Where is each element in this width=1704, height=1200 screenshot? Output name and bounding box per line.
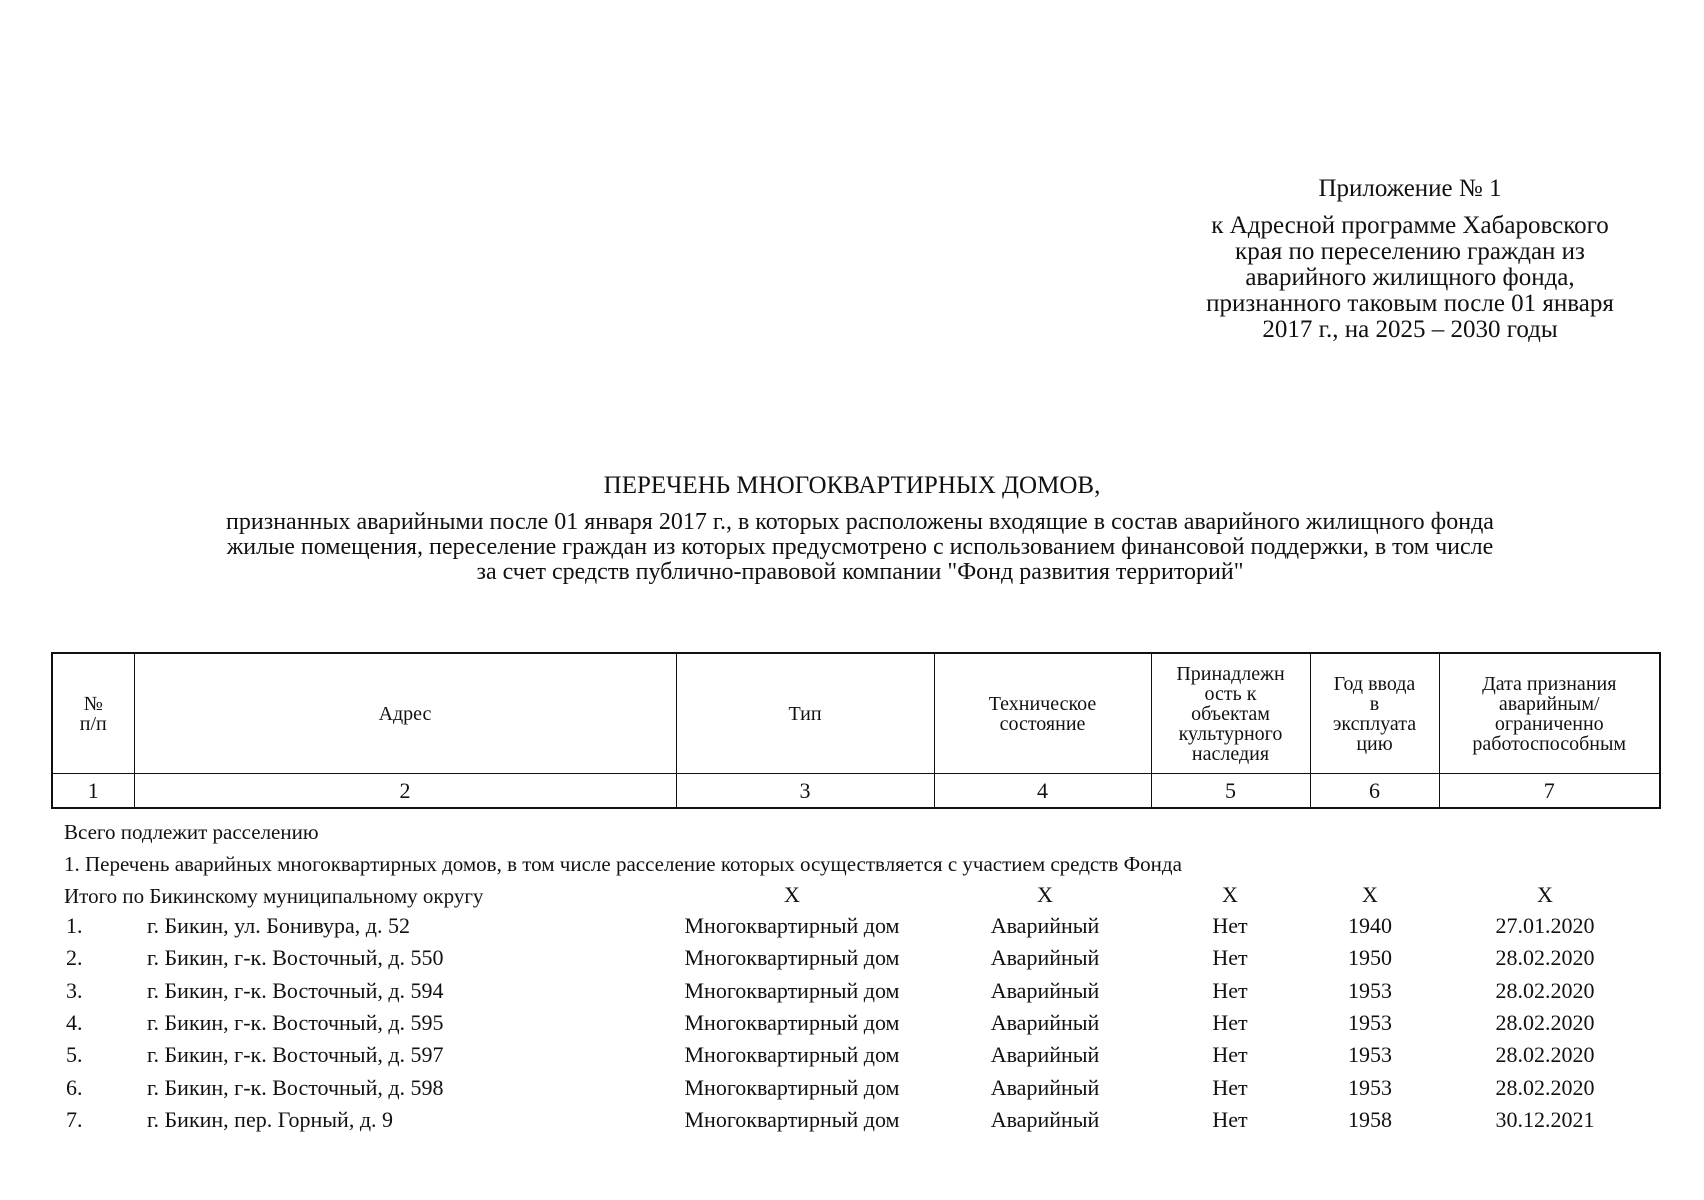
row-date: 28.02.2020: [1495, 1042, 1595, 1067]
row-type: Многоквартирный дом: [684, 1010, 900, 1035]
row-address: г. Бикин, пер. Горный, д. 9: [147, 1107, 394, 1132]
row-address: г. Бикин, ул. Бонивура, д. 52: [147, 913, 410, 938]
row-date: 30.12.2021: [1495, 1107, 1595, 1132]
column-number: 5: [1151, 774, 1310, 809]
row-tech-state: Аварийный: [990, 1107, 1100, 1132]
row-date: 28.02.2020: [1495, 978, 1595, 1003]
header-text: Год ввода: [1333, 672, 1416, 695]
subtotal-mark: X: [1537, 882, 1553, 907]
row-tech-state: Аварийный: [990, 1042, 1100, 1067]
appendix-line: края по переселению граждан из: [1235, 238, 1585, 265]
header-text: Дата признания: [1482, 672, 1617, 695]
row-type: Многоквартирный дом: [684, 1107, 900, 1132]
subtotal-mark: X: [784, 882, 800, 907]
row-address: г. Бикин, г-к. Восточный, д. 597: [147, 1042, 444, 1067]
row-type: Многоквартирный дом: [684, 913, 900, 938]
row-date: 28.02.2020: [1495, 945, 1595, 970]
row-address: г. Бикин, г-к. Восточный, д. 550: [147, 945, 444, 970]
header-text: объектам: [1191, 702, 1270, 725]
column-number: 1: [52, 774, 134, 809]
row-year: 1940: [1348, 913, 1392, 938]
row-heritage: Нет: [1212, 978, 1248, 1003]
row-number: 2.: [66, 945, 83, 970]
row-type: Многоквартирный дом: [684, 945, 900, 970]
document-title: ПЕРЕЧЕНЬ МНОГОКВАРТИРНЫХ ДОМОВ,: [603, 472, 1101, 499]
total-label: Всего подлежит расселению: [64, 820, 319, 844]
row-date: 27.01.2020: [1495, 913, 1595, 938]
row-heritage: Нет: [1212, 1107, 1248, 1132]
header-text: состояние: [999, 712, 1086, 735]
appendix-title: Приложение № 1: [1318, 175, 1502, 202]
subtotal-mark: X: [1037, 882, 1053, 907]
header-text: Адрес: [378, 702, 432, 725]
row-tech-state: Аварийный: [990, 945, 1100, 970]
row-year: 1953: [1348, 978, 1392, 1003]
row-heritage: Нет: [1212, 913, 1248, 938]
column-number: 4: [934, 774, 1151, 809]
row-heritage: Нет: [1212, 1010, 1248, 1035]
header-text: Принадлежн: [1176, 662, 1285, 685]
row-year: 1953: [1348, 1042, 1392, 1067]
column-number: 3: [676, 774, 934, 809]
subtotal-label: Итого по Бикинскому муниципальному округу: [64, 884, 484, 908]
row-number: 1.: [66, 913, 83, 938]
row-address: г. Бикин, г-к. Восточный, д. 595: [147, 1010, 444, 1035]
row-number: 4.: [66, 1010, 83, 1035]
row-type: Многоквартирный дом: [684, 1042, 900, 1067]
appendix-line: к Адресной программе Хабаровского: [1211, 212, 1609, 239]
subtotal-mark: X: [1362, 882, 1378, 907]
row-number: 5.: [66, 1042, 83, 1067]
section-label: 1. Перечень аварийных многоквартирных домов, в том числе расселение которых осуществляется с участием средств Фонда: [64, 852, 1182, 876]
header-text: №: [83, 692, 103, 715]
header-text: культурного: [1178, 722, 1283, 745]
header-text: ограниченно: [1494, 712, 1604, 735]
row-year: 1958: [1348, 1107, 1392, 1132]
row-year: 1953: [1348, 1010, 1392, 1035]
row-tech-state: Аварийный: [990, 913, 1100, 938]
row-number: 3.: [66, 978, 83, 1003]
appendix-line: аварийного жилищного фонда,: [1245, 264, 1575, 291]
row-number: 6.: [66, 1075, 83, 1100]
header-text: аварийным/: [1498, 692, 1600, 715]
header-text: ость к: [1204, 682, 1257, 705]
subtitle-line: за счет средств публично-правовой компании "Фонд развития территорий": [476, 559, 1244, 585]
row-tech-state: Аварийный: [990, 1075, 1100, 1100]
header-text: Тип: [788, 702, 822, 725]
row-date: 28.02.2020: [1495, 1075, 1595, 1100]
subtitle-line: жилые помещения, переселение граждан из которых предусмотрено с использованием финансовой поддержки, в том числе: [226, 534, 1494, 560]
row-address: г. Бикин, г-к. Восточный, д. 598: [147, 1075, 444, 1100]
row-date: 28.02.2020: [1495, 1010, 1595, 1035]
row-type: Многоквартирный дом: [684, 978, 900, 1003]
header-text: работоспособным: [1472, 732, 1627, 755]
column-number: 7: [1439, 774, 1660, 809]
subtotal-mark: X: [1222, 882, 1238, 907]
header-text: Техническое: [988, 692, 1097, 715]
header-text: п/п: [79, 712, 107, 735]
header-text: наследия: [1191, 742, 1270, 765]
row-tech-state: Аварийный: [990, 978, 1100, 1003]
row-heritage: Нет: [1212, 1075, 1248, 1100]
row-address: г. Бикин, г-к. Восточный, д. 594: [147, 978, 444, 1003]
row-heritage: Нет: [1212, 945, 1248, 970]
row-tech-state: Аварийный: [990, 1010, 1100, 1035]
header-text: в: [1369, 692, 1380, 715]
column-number: 6: [1310, 774, 1439, 809]
row-year: 1953: [1348, 1075, 1392, 1100]
appendix-line: 2017 г., на 2025 – 2030 годы: [1262, 316, 1558, 343]
row-number: 7.: [66, 1107, 83, 1132]
row-year: 1950: [1348, 945, 1392, 970]
row-heritage: Нет: [1212, 1042, 1248, 1067]
appendix-line: признанного таковым после 01 января: [1206, 290, 1614, 317]
subtitle-line: признанных аварийными после 01 января 2017 г., в которых расположены входящие в состав аварийного жилищного фонда: [226, 509, 1494, 535]
header-text: эксплуата: [1332, 712, 1417, 735]
row-type: Многоквартирный дом: [684, 1075, 900, 1100]
column-number: 2: [134, 774, 676, 809]
header-text: цию: [1356, 732, 1393, 755]
